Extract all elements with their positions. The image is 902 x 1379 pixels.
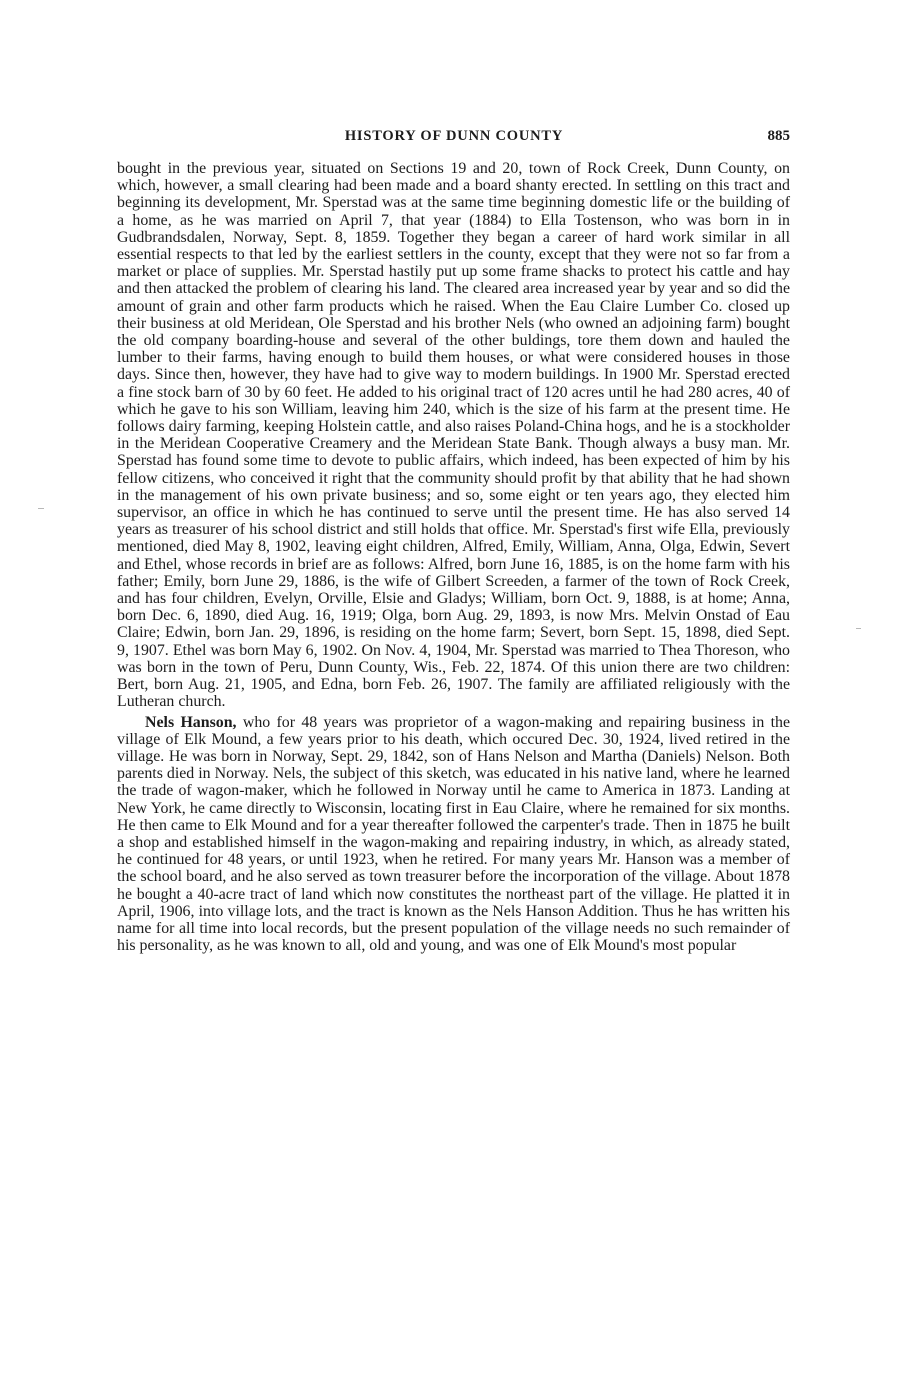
margin-mark-right [856, 628, 861, 629]
paragraph-continued [117, 160, 790, 711]
body-text [117, 160, 790, 954]
paragraph-nels-hanson [117, 714, 790, 955]
running-head [118, 128, 790, 148]
paragraph-text: who for 48 years was proprietor of a wagon-making and repairing business in the village of Elk Mound, a few years prior to his death, which occured Dec. 30, 1924, lived retired in the village. He was born in Norway, Sept. 29, 1842, son of Hans Nelson and Martha (Daniels) Nelson. Both parents died in Norway. Nels, the subject of this sketch, was educated in his native land, where he learned the trade of wagon-maker, which he followed in Norway until he came to America in 1873. Landing at New York, he came directly to Wisconsin, locating first in Eau Claire, where he remained for six months. He then came to Elk Mound and for a year thereafter followed the carpenter's trade. Then in 1875 he built a shop and established himself in the wagon-making and repairing industry, in which, as already stated, he continued for 48 years, or until 1923, when he retired. For many years Mr. Hanson was a member of the school board, and he also served as town treasurer before the incorporation of the village. About 1878 he bought a 40-acre tract of land which now constitutes the northeast part of the village. He platted it in April, 1906, into village lots, and the tract is known as the Nels Hanson Addition. Thus he has written his name for all time into local records, but the present population of the village needs no such remainder of his personality, as he was known to all, old and young, and was one of Elk Mound's most popular [117, 713, 790, 955]
page-number: 885 [767, 128, 790, 144]
margin-mark-left [38, 508, 44, 509]
entry-name: Nels Hanson, [145, 713, 237, 731]
paragraph-text: bought in the previous year, situated on Sections 19 and 20, town of Rock Creek, Dunn County, on which, however, a small clearing had been made and a board shanty erected. In settling on this tract and beginning its development, Mr. Sperstad was at the same time beginning domestic life or the building of a home, as he was married on April 7, that year (1884) to Ella Tostenson, who was born in in Gudbrandsdalen, Norway, Sept. 8, 1859. Together they began a career of hard work similar in all essential respects to that led by the earliest settlers in the county, except that they were not so far from a market or place of supplies. Mr. Sperstad hastily put up some frame shacks to protect his cattle and hay and then attacked the problem of clearing his land. The cleared area increased year by year and so did the amount of grain and other farm products which he raised. When the Eau Claire Lumber Co. closed up their business at old Meridean, Ole Sperstad and his brother Nels (who owned an adjoining farm) bought the old company boarding-house and several of the other buldings, tore them down and hauled the lumber to their farms, having enough to build them houses, or what were considered houses in those days. Since then, however, they have had to give way to modern buildings. In 1900 Mr. Sperstad erected a fine stock barn of 30 by 60 feet. He added to his original tract of 120 acres until he had 280 acres, 40 of which he gave to his son William, leaving him 240, which is the size of his farm at the present time. He follows dairy farming, keeping Holstein cattle, and also raises Poland-China hogs, and he is a stockholder in the Meridean Cooperative Creamery and the Meridean State Bank. Though always a busy man. Mr. Sperstad has found some time to devote to public affairs, which indeed, has been expected of him by his fellow citizens, who conceived it right that the community should profit by that ability that he had shown in the management of his own private business; and so, some eight or ten years ago, they elected him supervisor, an office in which he has continued to serve until the present time. He has also served 14 years as treasurer of his school district and still holds that office. Mr. Sperstad's first wife Ella, previously mentioned, died May 8, 1902, leaving eight children, Alfred, Emily, William, Anna, Olga, Edwin, Severt and Ethel, whose records in brief are as follows: Alfred, born June 16, 1885, is on the home farm with his father; Emily, born June 29, 1886, is the wife of Gilbert Screeden, a farmer of the town of Rock Creek, and has four children, Evelyn, Orville, Elsie and Gladys; William, born Oct. 9, 1888, is at home; Anna, born Dec. 6, 1890, died Aug. 16, 1919; Olga, born Aug. 29, 1893, is now Mrs. Melvin Onstad of Eau Claire; Edwin, born Jan. 29, 1896, is residing on the home farm; Severt, born Sept. 15, 1898, died Sept. 9, 1907. Ethel was born May 6, 1902. On Nov. 4, 1904, Mr. Sperstad was married to Thea Thoreson, who was born in the town of Peru, Dunn County, Wis., Feb. 22, 1874. Of this union there are two children: Bert, born Aug. 21, 1905, and Edna, born Feb. 26, 1907. The family are affiliated religiously with the Lutheran church. [117, 160, 790, 711]
running-title: HISTORY OF DUNN COUNTY [344, 128, 564, 144]
